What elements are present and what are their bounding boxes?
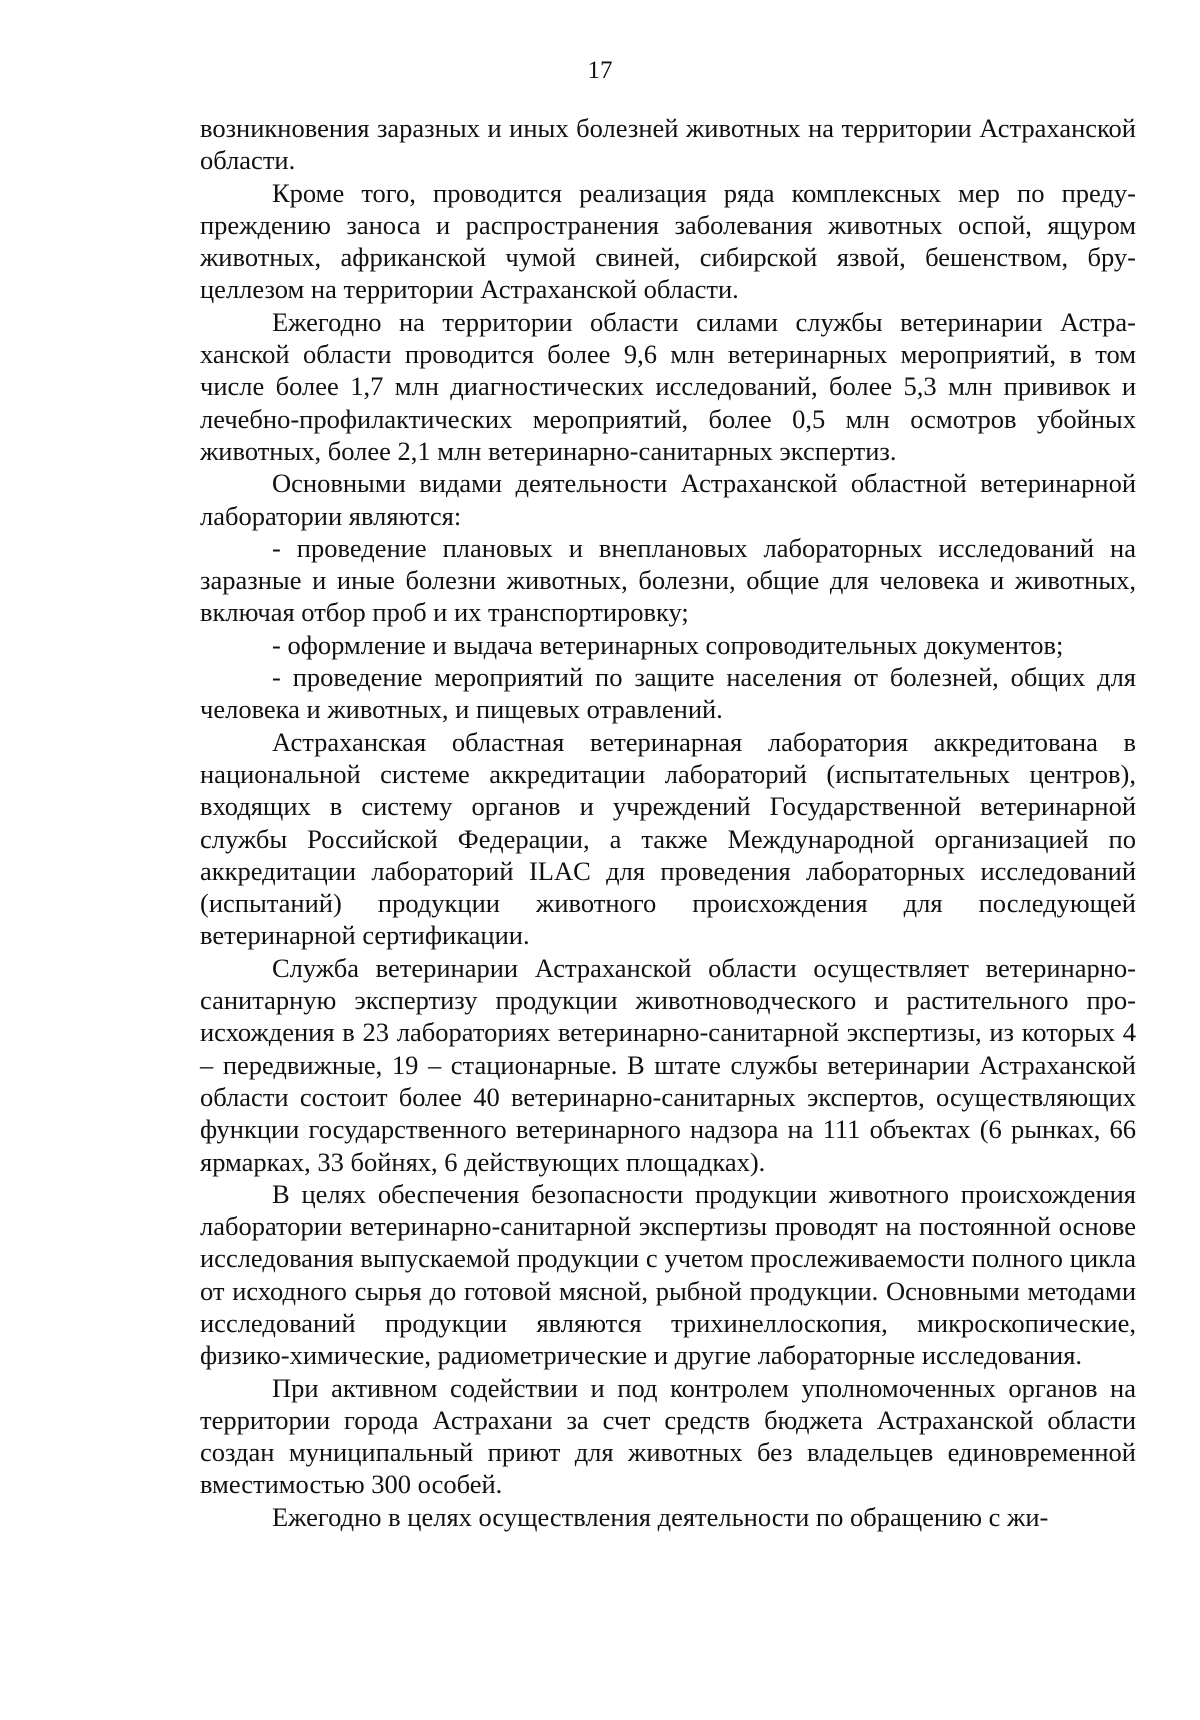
paragraph-prevention-measures: Кроме того, проводится реализация ряда комплексных мер по предупреждению заноса и распространения заболевания животных оспой, ящуром животных, африканской чумой свиней, сибирской язвой, бешенством, бруцеллезом на территории Астраханской области. xyxy=(200,177,1136,305)
list-item-lab-research: - проведение плановых и внеплановых лабораторных исследований на заразные и иные болезни животных, болезни, общие для человека и животных, включая отбор проб и их транспортировку; xyxy=(200,532,1136,628)
paragraph-animal-shelter: При активном содействии и под контролем уполномоченных органов на территории города Астрахани за счет средств бюджета Астраханской области создан муниципальный приют для животных без владельцев единовременной вместимостью 300 особей. xyxy=(200,1372,1136,1500)
paragraph-product-safety: В целях обеспечения безопасности продукции животного происхождения лаборатории ветеринарно-санитарной экспертизы проводят на постоянной основе исследования выпускаемой продукции с учетом прослеживаемости полного цикла от исходного сырья до готовой мясной, рыбной продукции. Основными методами исследований продукции являются трихинеллоскопия, микроскопические, физико-химические, радиометрические и другие лабораторные исследования. xyxy=(200,1178,1136,1371)
document-body xyxy=(200,112,1136,1533)
paragraph-sanitary-expertise: Служба ветеринарии Астраханской области осуществляет ветеринарно-санитарную экспертизу продукции животноводческого и растительного происхождения в 23 лабораториях ветеринарно-санитарной экспертизы, из которых 4 – передвижные, 19 – стационарные. В штате службы ветеринарии Астраханской области состоит более 40 ветеринарно-санитарных экспертов, осуществляющих функции государственного ветеринарного надзора на 111 объектах (6 рынках, 66 ярмарках, 33 бойнях, 6 действующих площадках). xyxy=(200,952,1136,1177)
paragraph-annual-animal-handling: Ежегодно в целях осуществления деятельности по обращению с жи- xyxy=(272,1501,1049,1532)
paragraph-accreditation: Астраханская областная ветеринарная лаборатория аккредитована в национальной системе аккредитации лабораторий (испытательных центров), входящих в систему органов и учреждений Государственной ветеринарной службы Российской Федерации, а также Международной организацией по аккредитации лабораторий ILAC для проведения лабораторных исследований (испытаний) продукции животного происхождения для последующей ветеринарной сертификации. xyxy=(200,726,1136,951)
paragraph-lab-activities-intro: Основными видами деятельности Астраханской областной ветеринарной лаборатории являются: xyxy=(200,468,1136,531)
paragraph-annual-measures: Ежегодно на территории области силами службы ветеринарии Астраханской области проводится более 9,6 млн ветеринарных мероприятий, в том числе более 1,7 млн диагностических исследований, более 5,3 млн прививок и лечебно-профилактических мероприятий, более 0,5 млн осмотров убойных животных, более 2,1 млн ветеринарно-санитарных экспертиз. xyxy=(200,306,1136,466)
list-item-documents: - оформление и выдача ветеринарных сопроводительных документов; xyxy=(272,629,1064,660)
paragraph-continuation: возникновения заразных и иных болезней животных на территории Астраханской области. xyxy=(200,113,1136,176)
page-number: 17 xyxy=(587,57,613,84)
list-item-protection: - проведение мероприятий по защите населения от болезней, общих для человека и животных, и пищевых отравлений. xyxy=(200,662,1136,725)
